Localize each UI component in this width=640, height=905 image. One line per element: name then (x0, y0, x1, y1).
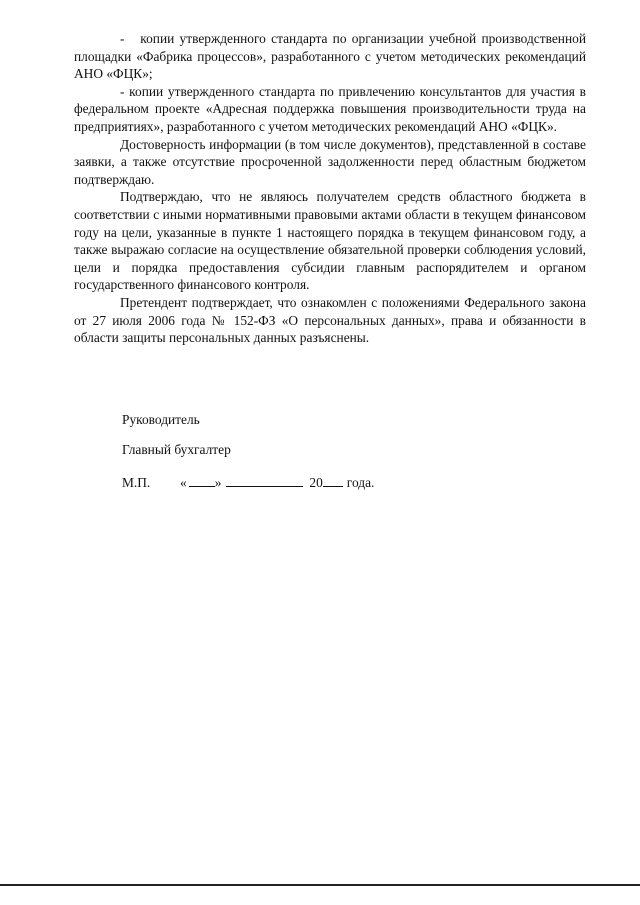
paragraph-reliability: Достоверность информации (в том числе документов), представленной в составе заявки, а также отсутствие просроченной задолженности перед областным бюджетом подтверждаю. (74, 136, 586, 187)
signature-head-label: Руководитель (122, 412, 200, 427)
document-body (74, 30, 586, 347)
date-quote-open: « (180, 475, 187, 490)
scan-bottom-edge (0, 884, 640, 886)
paragraph-personal-data: Претендент подтверждает, что ознакомлен с положениями Федерального закона от 27 июля 2006 года № 152-ФЗ «О персональных данных», права и обязанности в области защиты персональных данных разъяснены. (74, 294, 586, 346)
date-year-prefix: 20 (309, 475, 323, 490)
paragraph-confirmation: Подтверждаю, что не являюсь получателем средств областного бюджета в соответствии с иными нормативными правовыми актами области в текущем финансовом году на цели, указанные в пункте 1 настоящего порядка в текущем финансовом году, а также выражаю согласие на осуществление обязательной проверки соблюдения условий, цели и порядка предоставления субсидии главным распорядителем и органом государственного финансового контроля. (74, 189, 586, 293)
date-quote-close: » (214, 475, 222, 490)
date-year-blank (323, 474, 343, 487)
paragraph-standard-consultants: - копии утвержденного стандарта по привлечению консультантов для участия в федеральном проекте «Адресная поддержка повышения производительности труда на предприятиях», разработанного с учетом методических рекомендаций АНО «ФЦК». (74, 83, 586, 134)
seal-date-line (122, 474, 374, 491)
date-month-blank (226, 474, 303, 487)
date-day-blank (189, 474, 215, 487)
paragraph-standard-fabrika: - копии утвержденного стандарта по организации учебной производственной площадки «Фабрика процессов», разработанного с учетом методических рекомендаций АНО «ФЦК»; (74, 31, 586, 82)
date-year-suffix: года. (346, 475, 375, 490)
signature-accountant-label: Главный бухгалтер (122, 442, 231, 457)
seal-label: М.П. (122, 475, 151, 490)
